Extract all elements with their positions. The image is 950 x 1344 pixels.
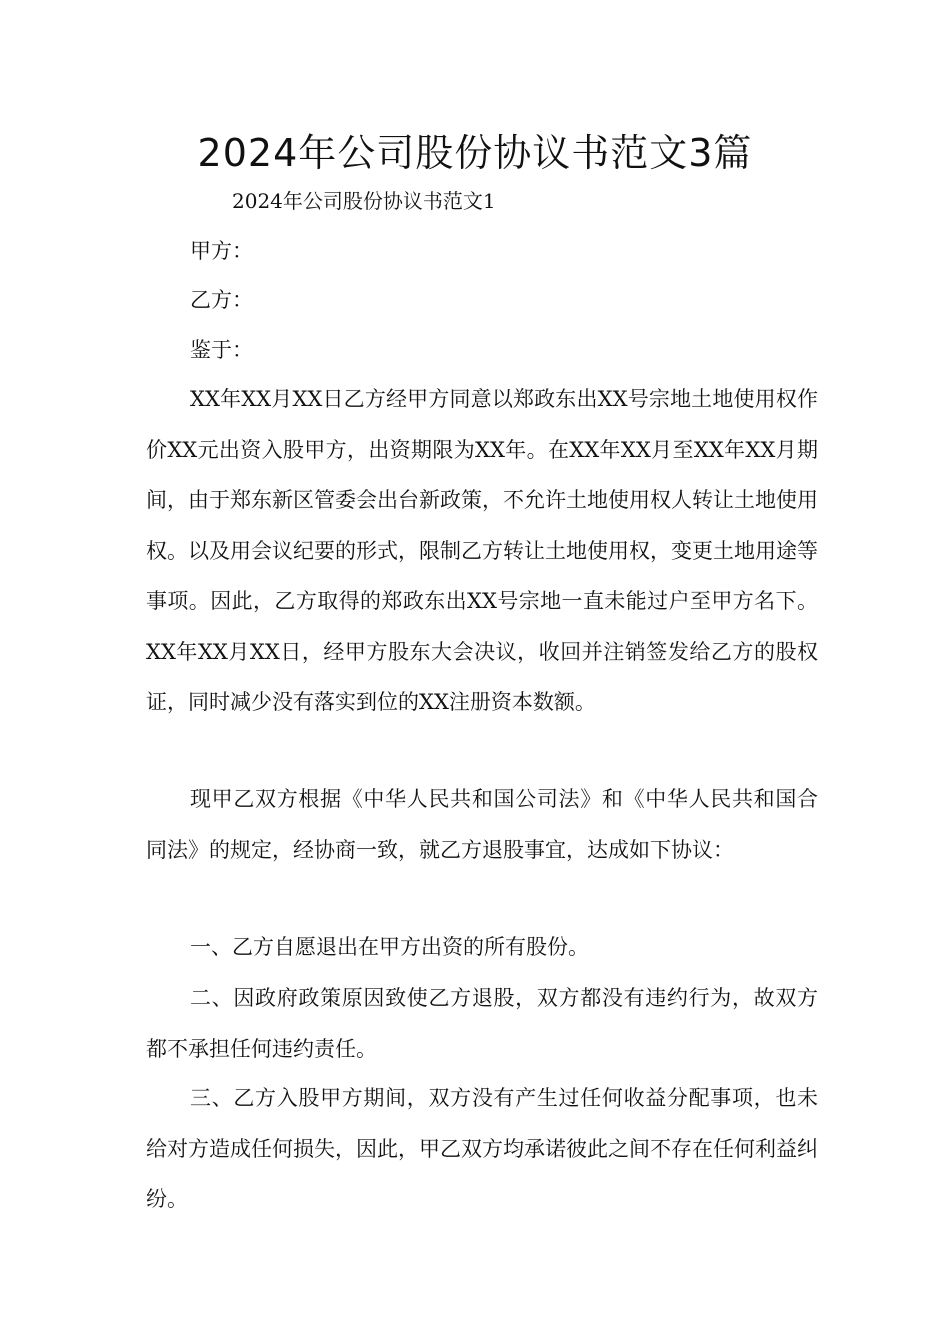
basis-paragraph: 现甲乙双方根据《中华人民共和国公司法》和《中华人民共和国合同法》的规定，经协商一致，就乙方退股事宜，达成如下协议： xyxy=(146,787,818,862)
party-b-label: 乙方： xyxy=(190,288,253,312)
clause-2-paragraph: 二、因政府政策原因致使乙方退股，双方都没有违约行为，故双方都不承担任何违约责任。 xyxy=(146,986,818,1061)
document-title: 2024年公司股份协议书范文3篇 xyxy=(197,131,753,175)
document-subtitle: 2024年公司股份协议书范文1 xyxy=(232,189,496,213)
clause-1-paragraph: 一、乙方自愿退出在甲方出资的所有股份。 xyxy=(190,935,589,959)
background-paragraph: XX年XX月XX日乙方经甲方同意以郑政东出XX号宗地土地使用权作价XX元出资入股甲方，出资期限为XX年。在XX年XX月至XX年XX月期间，由于郑东新区管委会出台新政策，不允许土地使用权人转让土地使用权。以及用会议纪要的形式，限制乙方转让土地使用权，变更土地用途等事项。因此，乙方取得的郑政东出XX号宗地一直未能过户至甲方名下。XX年XX月XX日，经甲方股东大会决议，收回并注销签发给乙方的股权证，同时减少没有落实到位的XX注册资本数额。 xyxy=(146,387,818,714)
clause-3-paragraph: 三、乙方入股甲方期间，双方没有产生过任何收益分配事项，也未给对方造成任何损失，因此，甲乙双方均承诺彼此之间不存在任何利益纠纷。 xyxy=(146,1086,818,1211)
whereas-label: 鉴于： xyxy=(190,338,253,362)
party-a-label: 甲方： xyxy=(190,239,253,263)
